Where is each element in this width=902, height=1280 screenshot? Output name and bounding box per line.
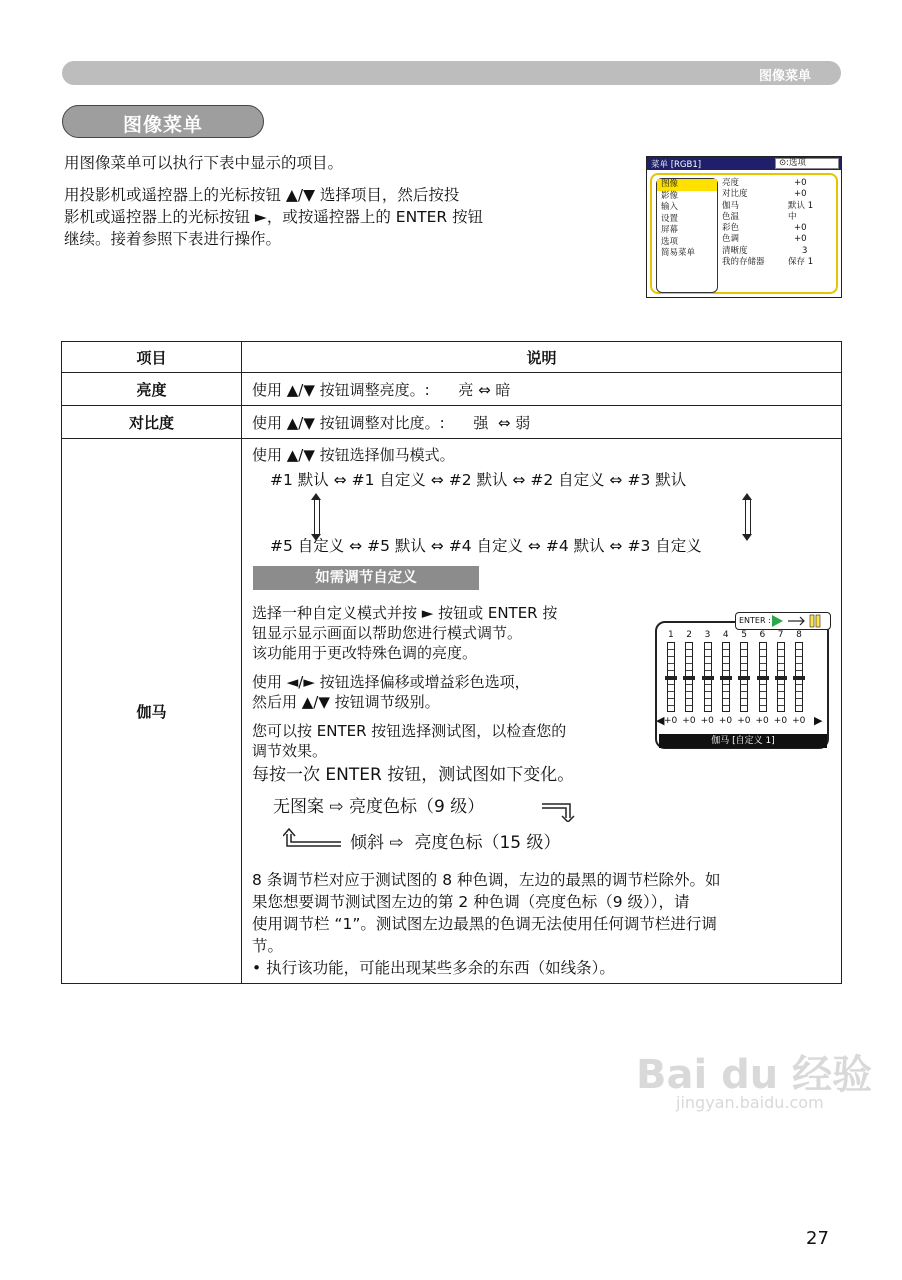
menu-item[interactable]: 输入: [661, 202, 679, 212]
bar-value: +0: [773, 716, 788, 726]
gamma-p2b: 然后用 ▲/▼ 按钮调节级别。: [252, 693, 440, 711]
bar-number: 2: [686, 630, 693, 640]
gamma-cycle-bottom: #5 自定义 ⇔ #5 默认 ⇔ #4 自定义 ⇔ #4 默认 ⇔ #3 自定义: [270, 537, 702, 555]
play-arrow-icon: [772, 614, 828, 628]
gamma-p3b: 调节效果。: [252, 742, 328, 760]
adjust-bars: [656, 630, 824, 734]
menu-item[interactable]: 设置: [661, 213, 679, 224]
slider-knob[interactable]: [720, 676, 732, 680]
gamma-p5c: 使用调节栏 “1”。测试图左边最黑的色调无法使用任何调节栏进行调: [252, 915, 717, 933]
intro-line-1: 用图像菜单可以执行下表中显示的项目。: [64, 154, 344, 172]
gamma-p4: 每按一次 ENTER 按钮，测试图如下变化。: [252, 765, 575, 785]
menu-title-bar: [647, 157, 841, 170]
bar-number: 5: [741, 630, 747, 640]
bar-value: +0: [700, 716, 714, 726]
flow-line-2: 倾斜 ⇨ 亮度色标（15 级）: [350, 833, 561, 853]
slider-knob[interactable]: [775, 676, 787, 680]
right-arrow-icon[interactable]: ▶: [814, 714, 823, 727]
gamma-slider[interactable]: [685, 642, 693, 712]
adjust-caption: 伽马 [自定义 1]: [659, 734, 827, 748]
section-heading-pill: [62, 105, 264, 138]
intro-line-3: 影机或遥控器上的光标按钮 ►，或按遥控器上的 ENTER 按钮: [64, 208, 484, 226]
menu-screenshot: [646, 156, 842, 298]
bar-number: 1: [668, 630, 674, 640]
left-arrow-icon[interactable]: ◀: [656, 714, 665, 727]
gamma-slider[interactable]: [759, 642, 767, 712]
row-desc-contrast: 使用 ▲/▼ 按钮调整对比度。: 强 ⇔ 弱: [242, 406, 842, 439]
gamma-p1c: 该功能用于更改特殊色调的亮度。: [252, 644, 478, 662]
bar-value: +0: [718, 716, 733, 726]
menu-option-label: ⊙:选项: [775, 158, 839, 169]
double-arrow-icon: [314, 500, 320, 534]
page-number: 27: [806, 1228, 829, 1249]
slider-knob[interactable]: [738, 676, 750, 680]
gamma-slider[interactable]: [722, 642, 730, 712]
turn-up-arrow-icon: [283, 828, 343, 850]
watermark-brand: Bai du 经验: [636, 1052, 873, 1098]
bar-value: +0: [682, 716, 696, 726]
col-header-desc: 说明: [242, 342, 842, 373]
gamma-slider[interactable]: [667, 642, 675, 712]
intro-line-4: 继续。接着参照下表进行操作。: [64, 230, 282, 248]
bar-value: +0: [792, 716, 806, 726]
gamma-p2a: 使用 ◄/► 按钮选择偏移或增益彩色选项，: [252, 673, 530, 691]
menu-left-list: [656, 178, 718, 293]
slider-knob[interactable]: [683, 676, 695, 680]
turn-down-arrow-icon: [540, 798, 576, 822]
gamma-p6: • 执行该功能，可能出现某些多余的东西（如线条）。: [252, 959, 615, 977]
row-label-gamma: 伽马: [62, 439, 242, 984]
bar-number: 3: [704, 630, 711, 640]
section-tag: 图像菜单: [758, 69, 811, 84]
bar-value: +0: [664, 716, 678, 726]
row-label-contrast: 对比度: [62, 406, 242, 439]
menu-setting-row[interactable]: 我的存储器 保存 1: [722, 257, 814, 268]
menu-item[interactable]: 图像: [657, 179, 717, 191]
intro-line-2: 用投影机或遥控器上的光标按钮 ▲/▼ 选择项目，然后按投: [64, 186, 460, 204]
bar-value: +0: [737, 716, 751, 726]
gamma-p1a: 选择一种自定义模式并按 ► 按钮或 ENTER 按: [252, 604, 558, 622]
slider-knob[interactable]: [793, 676, 805, 680]
menu-setting-row[interactable]: 色调 +0: [722, 234, 807, 245]
gamma-slider[interactable]: [740, 642, 748, 712]
bar-value: +0: [755, 716, 769, 726]
enter-indicator: [735, 612, 831, 630]
slider-knob[interactable]: [702, 676, 714, 680]
menu-setting-row[interactable]: 色温 中: [722, 211, 797, 222]
gamma-slider[interactable]: [704, 642, 712, 712]
menu-setting-row[interactable]: 伽马 默认 1: [722, 200, 814, 211]
gamma-p5a: 8 条调节栏对应于测试图的 8 种色调，左边的最黑的调节栏除外。如: [252, 871, 721, 889]
gamma-slider[interactable]: [795, 642, 803, 712]
menu-setting-row[interactable]: 亮度 +0: [722, 178, 807, 188]
menu-item[interactable]: 简易菜单: [661, 248, 696, 258]
row-label-brightness: 亮度: [62, 373, 242, 406]
option-icon: ⊙: [779, 158, 787, 168]
section-header-bar: [62, 61, 841, 85]
gamma-slider[interactable]: [777, 642, 785, 712]
gamma-p1b: 钮显示显示画面以帮助您进行模式调节。: [252, 624, 523, 642]
menu-setting-row[interactable]: 对比度 +0: [722, 189, 807, 200]
slider-knob[interactable]: [665, 676, 677, 680]
custom-subheading: 如需调节自定义: [253, 566, 479, 590]
enter-label: ENTER :: [739, 616, 771, 625]
menu-item[interactable]: 影像: [661, 190, 679, 201]
slider-knob[interactable]: [757, 676, 769, 680]
menu-title: 菜单 [RGB1]: [651, 160, 702, 170]
bar-number: 7: [777, 630, 784, 640]
bar-number: 8: [796, 630, 802, 640]
watermark-url: jingyan.baidu.com: [676, 1093, 824, 1112]
row-desc-brightness: 使用 ▲/▼ 按钮调整亮度。: 亮 ⇔ 暗: [242, 373, 842, 406]
menu-right-list: [722, 178, 832, 268]
col-header-item: 项目: [62, 342, 242, 373]
double-arrow-icon: [745, 500, 751, 534]
menu-body: [650, 173, 838, 294]
gamma-p3a: 您可以按 ENTER 按钮选择测试图，以检查您的: [252, 722, 567, 740]
gamma-p5d: 节。: [252, 937, 284, 955]
bar-number: 6: [759, 630, 766, 640]
section-heading: 图像菜单: [122, 114, 203, 136]
menu-setting-row[interactable]: 彩色 +0: [722, 223, 807, 234]
menu-item[interactable]: 选项: [661, 236, 679, 247]
menu-setting-row[interactable]: 清晰度 3: [722, 245, 808, 256]
flow-line-1: 无图案 ⇨ 亮度色标（9 级）: [273, 797, 485, 817]
menu-item[interactable]: 屏幕: [661, 225, 679, 235]
gamma-cycle-top: #1 默认 ⇔ #1 自定义 ⇔ #2 默认 ⇔ #2 自定义 ⇔ #3 默认: [270, 471, 687, 489]
gamma-p5b: 果您想要调节测试图左边的第 2 种色调（亮度色标（9 级）），请: [252, 893, 690, 911]
bar-number: 4: [722, 630, 729, 640]
gamma-line-1: 使用 ▲/▼ 按钮选择伽马模式。: [252, 446, 455, 464]
